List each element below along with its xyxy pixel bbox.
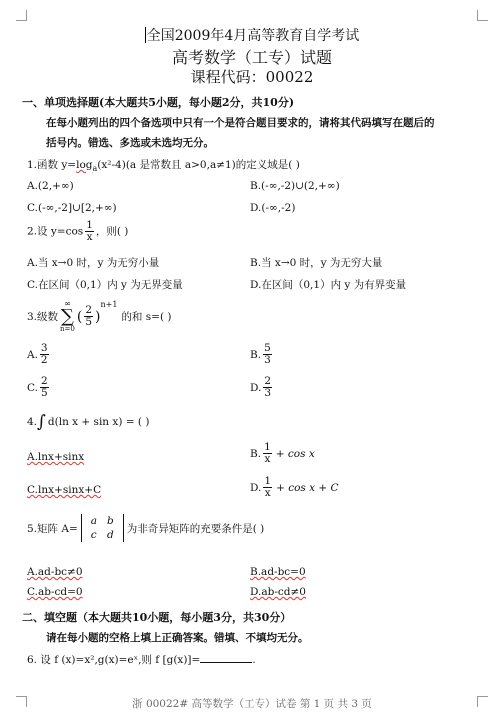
q5-option-b: B.ad-bc=0 — [250, 566, 306, 578]
q2-option-c: C.在区间（0,1）内 y 为无界变量 — [27, 279, 183, 291]
q5-option-d: D.ab-cd≠0 — [250, 586, 306, 598]
q1-option-d: D.(-∞,-2) — [250, 202, 296, 214]
section1-heading: 一、单项选择题(本大题共5小题，每小题2分，共10分) — [22, 96, 295, 109]
q4-option-c: C.lnx+sinx+C — [27, 484, 102, 496]
summation-symbol: ∞ ∑ n=0 — [60, 299, 75, 333]
crop-mark-top-right — [477, 10, 488, 21]
q1-option-b: B.(-∞,-2)∪(2,+∞) — [250, 180, 340, 192]
q2-option-a: A.当 x→0 时，y 为无穷小量 — [27, 257, 160, 269]
q4-option-a: A.lnx+sinx — [27, 451, 85, 463]
page-footer: 浙 00022# 高等数学（工专）试卷 第 1 页 共 3 页 — [132, 698, 372, 710]
q3-option-a: A. $\frac{3}{2}$ — [27, 342, 48, 367]
q1-option-c: C.(-∞,-2]∪[2,+∞) — [27, 202, 117, 214]
q3-option-b: B. $\frac{5}{3}$ — [250, 342, 271, 367]
q2-stem: 2.设 y=cos $\frac{1}{x}$ ，则( ) — [27, 219, 129, 244]
q1-stem: 1.函数 $y=\log_a(x^2-4)(a$ 是常数且 a>0,a≠1)的定义域是( ) — [27, 159, 300, 174]
section1-instructions-line1: 在每小题列出的四个备选项中只有一个是符合题目要求的，请将其代码填写在题后的 — [46, 117, 435, 129]
q5-option-c: C.ab-cd=0 — [27, 586, 83, 598]
exam-title: 全国2009年4月高等教育自学考试 — [146, 28, 360, 44]
q4-option-b: B. $\frac{1}{x}$ + cos x — [250, 441, 315, 466]
q1-option-a: A.(2,+∞) — [27, 180, 74, 192]
q6-stem: 6. 设 f (x)=x²,g(x)=eˣ,则 f [g(x)]= . — [27, 654, 256, 666]
course-code: 课程代码：00022 — [190, 68, 314, 86]
answer-blank — [200, 652, 252, 663]
q3-option-d: D. $\frac{2}{3}$ — [250, 375, 272, 400]
text-cursor — [145, 27, 146, 43]
integral-symbol: ∫ — [37, 412, 46, 432]
q3-stem: 3.级数 ∞ ∑ n=0 ( $\frac{2}{5}$ ) $^{n+1}$ 的和 s=( ) — [27, 299, 172, 333]
q5-stem: 5.矩阵 A= a b c d 为非奇异矩阵的充要条件是( ) — [27, 515, 265, 541]
q2-option-b: B.当 x→0 时，y 为无穷大量 — [250, 257, 383, 269]
crop-mark-top-left — [16, 10, 27, 21]
q5-option-a: A.ad-bc≠0 — [27, 566, 83, 578]
q4-stem: 4. ∫ d(ln x + sin x) = ( ) — [27, 412, 150, 432]
section1-instructions-line2: 括号内。错选、多选或未选均无分。 — [46, 137, 214, 149]
exam-subject: 高考数学（工专）试题 — [171, 48, 332, 67]
section2-heading: 二、填空题（本大题共10小题，每小题3分，共30分） — [22, 611, 292, 624]
q2-option-d: D.在区间（0,1）内 y 为有界变量 — [250, 279, 407, 291]
q4-option-d: D. $\frac{1}{x}$ + cos x + C — [250, 475, 339, 500]
q2-fraction: $\frac{1}{x}$ — [86, 219, 93, 244]
matrix-a: a b c d — [81, 514, 124, 542]
q3-option-c: C. $\frac{2}{5}$ — [27, 375, 48, 400]
section2-instructions: 请在每小题的空格上填上正确答案。错填、不填均无分。 — [46, 632, 309, 644]
